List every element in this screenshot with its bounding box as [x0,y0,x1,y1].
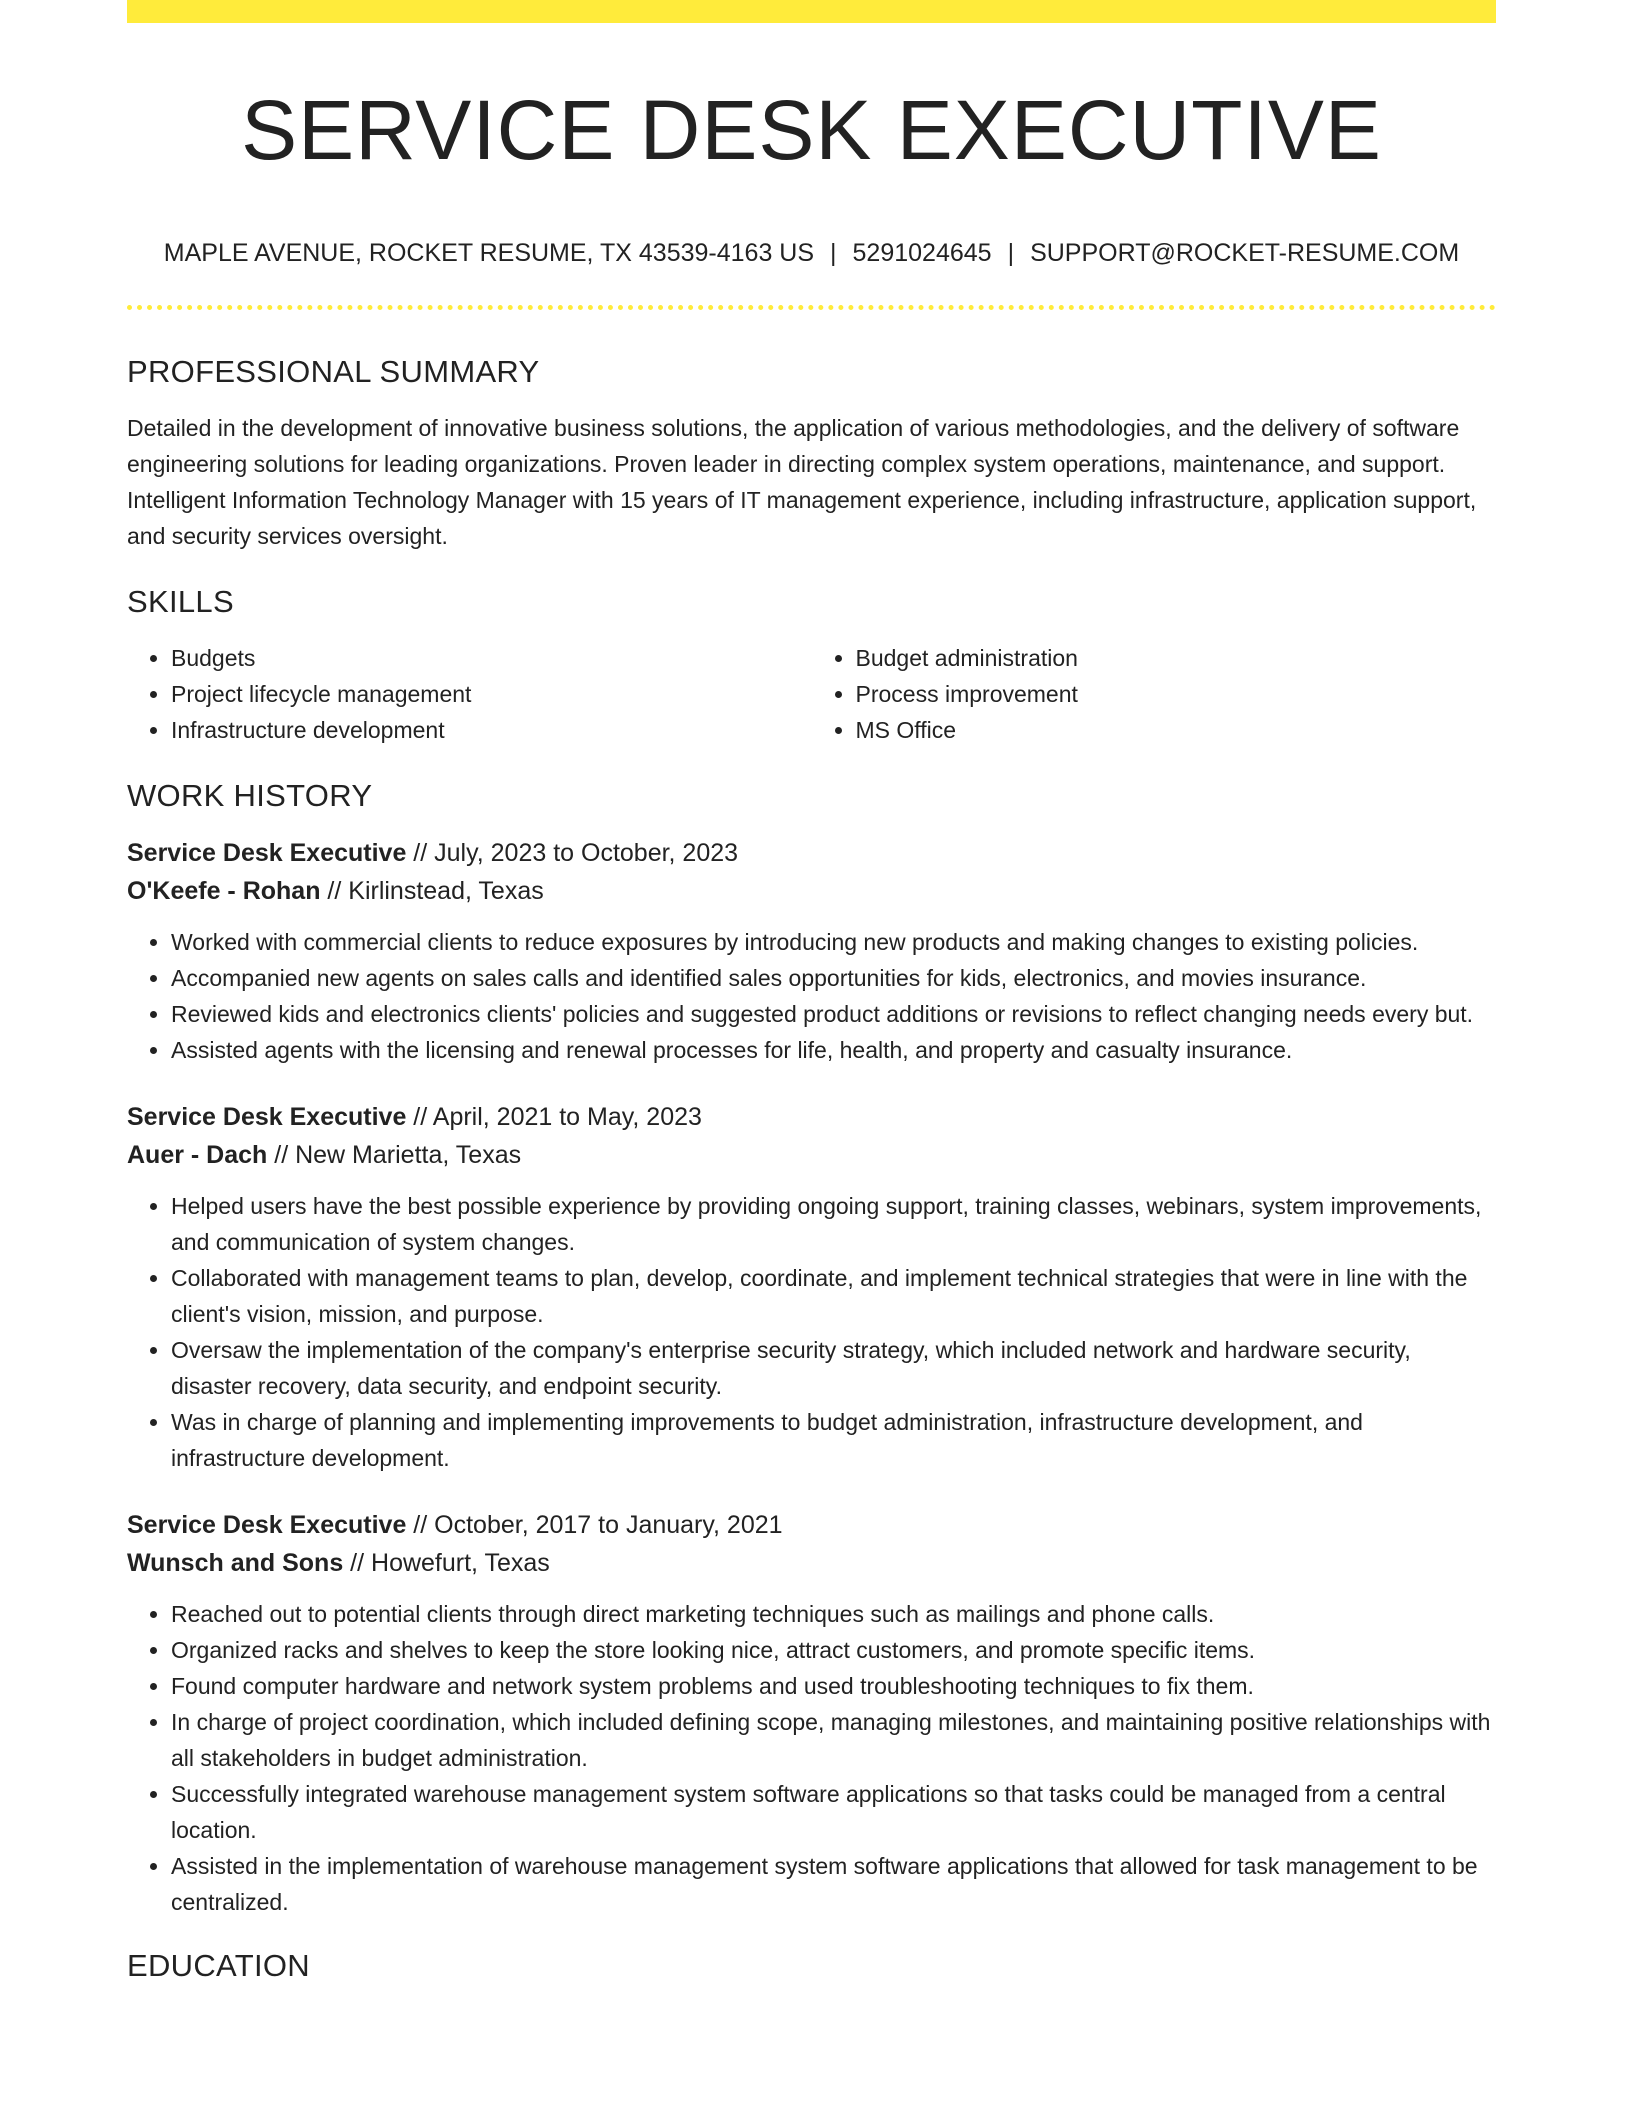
job-bullet: • Collaborated with management teams to plan, develop, coordinate, and implement technical strategies that were in line with the client's vision, mission, and purpose. [171,1260,1496,1332]
job-dates: // July, 2023 to October, 2023 [406,839,739,867]
job-location: // Kirlinstead, Texas [320,877,544,905]
job-bullet: • Accompanied new agents on sales calls and identified sales opportunities for kids, electronics, and movies insurance. [171,960,1496,996]
job-company-line [127,872,1496,910]
job-company-line [127,1136,1496,1174]
job-company: Auer - Dach [127,1141,268,1169]
job-entry [127,1506,1496,1920]
job-bullet: • In charge of project coordination, which included defining scope, managing milestones, and maintaining positive relationships with all stakeholders in budget administration. [171,1704,1496,1776]
job-bullet: • Oversaw the implementation of the company's enterprise security strategy, which included network and hardware security, disaster recovery, data security, and endpoint security. [171,1332,1496,1404]
resume-title: SERVICE DESK EXECUTIVE [241,83,1382,177]
summary-text: Detailed in the development of innovative business solutions, the application of various methodologies, and the delivery of software engineering solutions for leading organizations. Proven leader in directing complex system operations, maintenance, and support. Intelligent Information Technology Manager with 15 years of IT management experience, including infrastructure, application support, and security services oversight. [127,415,1477,549]
job-title-line [127,1098,1496,1136]
education-section [127,1946,1496,1986]
skill-item: • Budget administration [856,640,1497,676]
job-company: O'Keefe - Rohan [127,877,321,905]
skills-list-left [127,640,812,748]
job-bullet: • Reviewed kids and electronics clients' policies and suggested product additions or revisions to reflect changing needs every but. [171,996,1496,1032]
job-title: Service Desk Executive [127,1511,407,1539]
contact-line [127,236,1496,270]
job-bullet: • Worked with commercial clients to reduce exposures by introducing new products and making changes to existing policies. [171,924,1496,960]
job-entry [127,834,1496,1068]
skills-columns [127,640,1496,748]
skill-item: • Process improvement [856,676,1497,712]
contact-phone: 5291024645 [852,239,992,267]
job-title: Service Desk Executive [127,1103,407,1131]
job-bullets [127,924,1496,1068]
section-heading-summary: PROFESSIONAL SUMMARY [127,354,540,389]
contact-separator: | [1007,239,1015,267]
job-title: Service Desk Executive [127,839,407,867]
skills-list-right [812,640,1497,748]
skill-item: • MS Office [856,712,1497,748]
section-heading-work-history: WORK HISTORY [127,778,373,813]
skill-item: • Project lifecycle management [171,676,812,712]
job-title-line [127,834,1496,872]
job-company-line [127,1544,1496,1582]
contact-separator: | [830,239,837,267]
job-bullets [127,1596,1496,1920]
job-bullets [127,1188,1496,1476]
job-bullet: • Organized racks and shelves to keep the store looking nice, attract customers, and promote specific items. [171,1632,1496,1668]
job-company: Wunsch and Sons [127,1549,344,1577]
top-accent-bar [127,0,1496,23]
contact-email: SUPPORT@ROCKET-RESUME.COM [1030,239,1460,267]
work-history-section [127,776,1496,1920]
job-title-line [127,1506,1496,1544]
skills-section [127,582,1496,748]
job-location: // Howefurt, Texas [343,1549,550,1577]
resume-body [127,352,1496,1986]
contact-address: MAPLE AVENUE, ROCKET RESUME, TX 43539-4163 US [163,239,815,267]
summary-section [127,352,1496,554]
job-bullet: • Assisted agents with the licensing and renewal processes for life, health, and property and casualty insurance. [171,1032,1496,1068]
job-bullet: • Assisted in the implementation of warehouse management system software applications that allowed for task management to be centralized. [171,1848,1496,1920]
job-bullet: • Helped users have the best possible experience by providing ongoing support, training classes, webinars, system improvements, and communication of system changes. [171,1188,1496,1260]
section-heading-education: EDUCATION [127,1948,310,1983]
job-dates: // October, 2017 to January, 2021 [406,1511,783,1539]
job-bullet: • Was in charge of planning and implementing improvements to budget administration, infrastructure development, and infrastructure development. [171,1404,1496,1476]
skill-item: • Infrastructure development [171,712,812,748]
dotted-divider [127,305,1496,310]
section-heading-skills: SKILLS [127,584,234,619]
job-bullet: • Found computer hardware and network system problems and used troubleshooting techniques to fix them. [171,1668,1496,1704]
job-dates: // April, 2021 to May, 2023 [406,1103,702,1131]
job-entry [127,1098,1496,1476]
job-location: // New Marietta, Texas [267,1141,522,1169]
job-bullet: • Successfully integrated warehouse management system software applications so that tasks could be managed from a central location. [171,1776,1496,1848]
job-bullet: • Reached out to potential clients through direct marketing techniques such as mailings and phone calls. [171,1596,1496,1632]
skill-item: • Budgets [171,640,812,676]
